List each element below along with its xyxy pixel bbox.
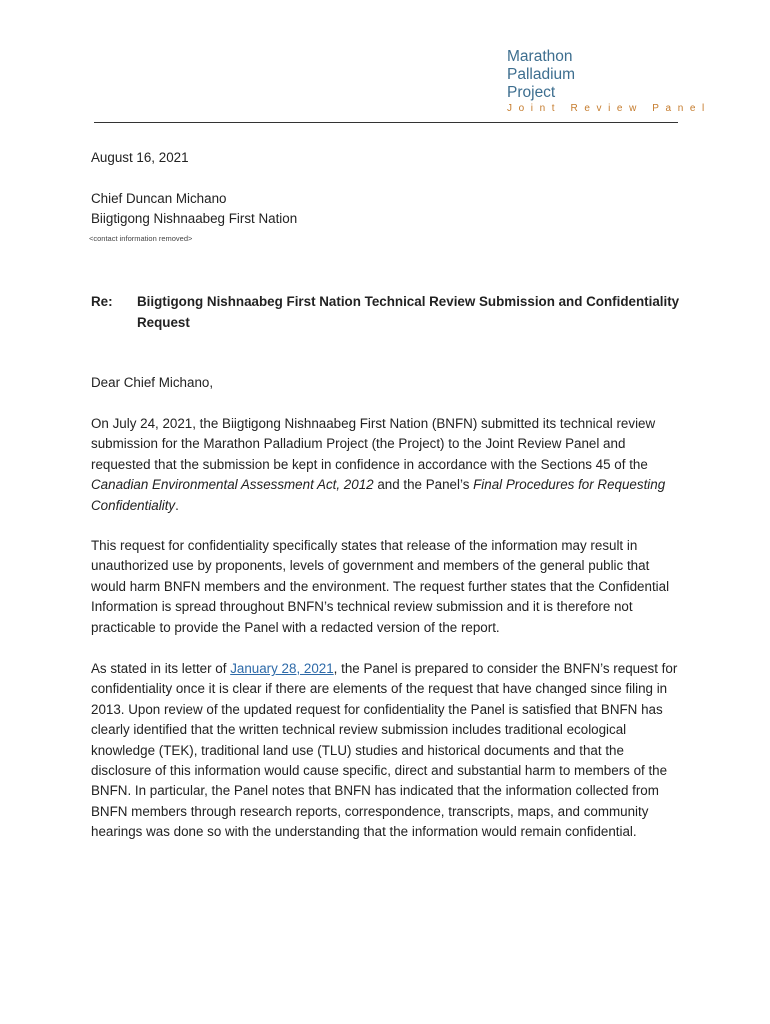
paragraph-2: This request for confidentiality specifically states that release of the information may result in unauthorized use by proponents, levels of government and members of the general public that would harm BNFN members and the environment. The request further states that the Confidential Information is spread throughout BNFN’s technical review submission and it is therefore not practicable to provide the Panel with a redacted version of the report.: [91, 538, 670, 635]
paragraph-1-text-a: On July 24, 2021, the Biigtigong Nishnaabeg First Nation (BNFN) submitted its technical review submission for the Marathon Palladium Project (the Project) to the Joint Review Panel and requested that the submission be kept in confidence in accordance with the Sections 45 of the: [91, 416, 656, 472]
re-label: Re:: [91, 294, 113, 309]
logo-subtitle: Joint Review Panel: [507, 103, 711, 114]
paragraph-1-text-c: .: [175, 497, 179, 513]
act-title: Canadian Environmental Assessment Act, 2012: [91, 477, 374, 493]
recipient-name: Chief Duncan Michano: [91, 191, 227, 206]
paragraph-3: [91, 659, 683, 843]
logo-line-1: Marathon: [507, 48, 573, 65]
procedures-title: Final Procedures for Requesting Confidentiality: [91, 477, 666, 513]
panel-logo: [507, 48, 711, 114]
letter-date: August 16, 2021: [91, 150, 189, 165]
logo-line-3: Project: [507, 84, 556, 101]
paragraph-1-text-b: and the Panel’s: [373, 477, 474, 493]
header-divider: [94, 122, 678, 123]
paragraph-3-text-a: As stated in its letter of: [91, 661, 231, 676]
logo-line-2: Palladium: [507, 66, 576, 83]
recipient-organization: Biigtigong Nishnaabeg First Nation: [91, 211, 298, 226]
re-subject: Biigtigong Nishnaabeg First Nation Technical Review Submission and Confidentiality Request: [137, 294, 680, 330]
paragraph-1: [91, 414, 683, 516]
paragraph-3-text-b: , the Panel is prepared to consider the BNFN’s request for confidentiality once it is clear if there are elements of the request that have changed since filing in 2013. Upon review of the updated request for confidentiality the Panel is satisfied that BNFN has clearly identified that the written technical review submission includes traditional ecological knowledge (TEK), traditional land use (TLU) studies and historical documents and that the disclosure of this information would cause specific, direct and substantial harm to members of the BNFN. In particular, the Panel notes that BNFN has indicated that the information collected from BNFN members through research reports, correspondence, transcripts, maps, and community hearings was done so with the understanding that the information would remain confidential.: [91, 661, 678, 840]
salutation: Dear Chief Michano,: [91, 375, 214, 390]
january-letter-link[interactable]: January 28, 2021: [230, 661, 334, 676]
contact-info-note: <contact information removed>: [89, 234, 193, 243]
